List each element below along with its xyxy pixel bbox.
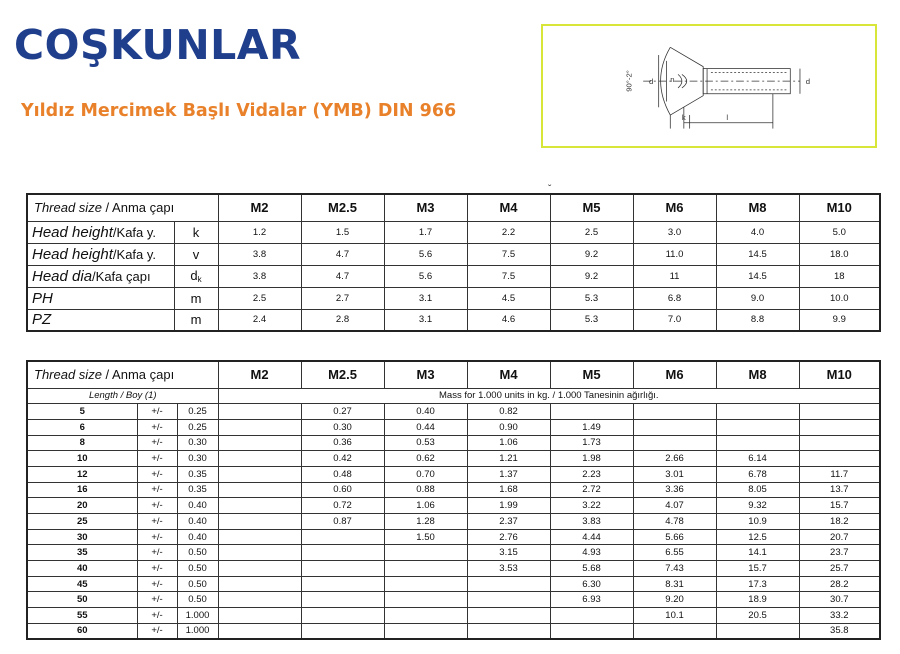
- plus-minus-cell: +/-: [137, 419, 177, 435]
- table-row: [27, 561, 880, 577]
- dk-label: d: [649, 77, 654, 87]
- length-cell: 35: [27, 545, 137, 561]
- plus-minus-cell: +/-: [137, 451, 177, 467]
- d-label: d: [805, 77, 811, 87]
- mass-cell: 2.76: [467, 529, 550, 545]
- caret-mark: ˇ: [548, 184, 552, 195]
- mass-cell: [218, 545, 301, 561]
- size-header: M5: [550, 361, 633, 388]
- mass-cell: 18.2: [799, 514, 880, 530]
- table-cell: 5.3: [550, 287, 633, 309]
- mass-cell: 0.90: [467, 419, 550, 435]
- mass-header: Mass for 1.000 units in kg. / 1.000 Tanesinin ağırlığı.: [218, 388, 880, 404]
- mass-cell: 33.2: [799, 608, 880, 624]
- mass-cell: [301, 545, 384, 561]
- mass-cell: [218, 623, 301, 639]
- table-cell: 4.0: [716, 221, 799, 243]
- mass-cell: [384, 623, 467, 639]
- plus-minus-cell: +/-: [137, 561, 177, 577]
- size-header: M2: [218, 194, 301, 221]
- mass-cell: 1.21: [467, 451, 550, 467]
- mass-cell: 6.30: [550, 576, 633, 592]
- mass-cell: [550, 623, 633, 639]
- mass-cell: [467, 623, 550, 639]
- table-cell: 7.0: [633, 309, 716, 331]
- mass-cell: 0.70: [384, 466, 467, 482]
- table-cell: 18: [799, 265, 880, 287]
- table-cell: 5.6: [384, 265, 467, 287]
- mass-cell: 18.9: [716, 592, 799, 608]
- mass-cell: [716, 623, 799, 639]
- table-cell: 5.0: [799, 221, 880, 243]
- length-cell: 5: [27, 404, 137, 420]
- tolerance-cell: 0.50: [177, 545, 218, 561]
- tolerance-cell: 1.000: [177, 623, 218, 639]
- table-cell: 11: [633, 265, 716, 287]
- mass-cell: 10.9: [716, 514, 799, 530]
- table-row: [27, 419, 880, 435]
- table-row: [27, 514, 880, 530]
- table-row: [27, 265, 880, 287]
- table-cell: 2.4: [218, 309, 301, 331]
- plus-minus-cell: +/-: [137, 404, 177, 420]
- size-header: M8: [716, 194, 799, 221]
- plus-minus-cell: +/-: [137, 529, 177, 545]
- length-cell: 12: [27, 466, 137, 482]
- tolerance-cell: 0.50: [177, 576, 218, 592]
- mass-cell: 0.30: [301, 419, 384, 435]
- length-cell: 30: [27, 529, 137, 545]
- row-symbol: m: [174, 287, 218, 309]
- row-label: Head height/Kafa y.: [27, 221, 174, 243]
- mass-cell: 5.66: [633, 529, 716, 545]
- size-header: M2: [218, 361, 301, 388]
- table-cell: 7.5: [467, 243, 550, 265]
- brand-logo: [14, 20, 301, 70]
- mass-cell: 4.44: [550, 529, 633, 545]
- table-cell: 2.5: [550, 221, 633, 243]
- mass-cell: [218, 404, 301, 420]
- mass-cell: [633, 623, 716, 639]
- mass-cell: [799, 435, 880, 451]
- mass-cell: 4.07: [633, 498, 716, 514]
- table-row: [27, 545, 880, 561]
- mass-cell: 0.88: [384, 482, 467, 498]
- mass-cell: 0.87: [301, 514, 384, 530]
- tolerance-cell: 0.40: [177, 514, 218, 530]
- table-cell: 1.7: [384, 221, 467, 243]
- table-cell: 3.8: [218, 243, 301, 265]
- subheader-row: [27, 388, 880, 404]
- mass-cell: 0.48: [301, 466, 384, 482]
- row-symbol: v: [174, 243, 218, 265]
- mass-cell: [633, 435, 716, 451]
- size-header: M10: [799, 194, 880, 221]
- thread-size-header: Thread size / Anma çapı: [27, 361, 218, 388]
- tolerance-cell: 0.30: [177, 435, 218, 451]
- mass-cell: [218, 466, 301, 482]
- table-cell: 1.5: [301, 221, 384, 243]
- mass-cell: [218, 435, 301, 451]
- mass-cell: 12.5: [716, 529, 799, 545]
- mass-cell: 20.7: [799, 529, 880, 545]
- plus-minus-cell: +/-: [137, 498, 177, 514]
- mass-cell: 2.72: [550, 482, 633, 498]
- plus-minus-cell: +/-: [137, 623, 177, 639]
- tolerance-cell: 0.35: [177, 466, 218, 482]
- plus-minus-cell: +/-: [137, 482, 177, 498]
- table-row: [27, 592, 880, 608]
- table-cell: 11.0: [633, 243, 716, 265]
- size-header: M10: [799, 361, 880, 388]
- table-row: [27, 529, 880, 545]
- mass-cell: 35.8: [799, 623, 880, 639]
- mass-cell: [301, 592, 384, 608]
- table-cell: 3.1: [384, 309, 467, 331]
- length-cell: 16: [27, 482, 137, 498]
- table-cell: 5.3: [550, 309, 633, 331]
- size-header: M2.5: [301, 194, 384, 221]
- tolerance-cell: 0.35: [177, 482, 218, 498]
- tolerance-cell: 0.40: [177, 498, 218, 514]
- table-cell: 3.8: [218, 265, 301, 287]
- row-label: Head height/Kafa y.: [27, 243, 174, 265]
- mass-cell: [218, 482, 301, 498]
- mass-cell: 0.53: [384, 435, 467, 451]
- table-cell: 3.0: [633, 221, 716, 243]
- table-cell: 4.7: [301, 265, 384, 287]
- table-cell: 14.5: [716, 243, 799, 265]
- mass-cell: 28.2: [799, 576, 880, 592]
- size-header: M6: [633, 361, 716, 388]
- mass-cell: 20.5: [716, 608, 799, 624]
- length-cell: 8: [27, 435, 137, 451]
- table-cell: 2.8: [301, 309, 384, 331]
- table-cell: 4.5: [467, 287, 550, 309]
- table-header-row: [27, 194, 880, 221]
- table-row: [27, 466, 880, 482]
- mass-cell: 1.06: [384, 498, 467, 514]
- mass-cell: 14.1: [716, 545, 799, 561]
- table-cell: 9.9: [799, 309, 880, 331]
- size-header: M5: [550, 194, 633, 221]
- k-label: k: [681, 112, 686, 122]
- mass-cell: [218, 498, 301, 514]
- table-row: [27, 482, 880, 498]
- table-cell: 18.0: [799, 243, 880, 265]
- size-header: M8: [716, 361, 799, 388]
- mass-cell: 3.36: [633, 482, 716, 498]
- mass-cell: [384, 545, 467, 561]
- table-cell: 2.7: [301, 287, 384, 309]
- n-label: n: [670, 75, 675, 85]
- screw-technical-drawing: [541, 24, 877, 148]
- plus-minus-cell: +/-: [137, 608, 177, 624]
- mass-cell: [384, 561, 467, 577]
- mass-cell: 6.55: [633, 545, 716, 561]
- plus-minus-cell: +/-: [137, 592, 177, 608]
- table-cell: 9.0: [716, 287, 799, 309]
- mass-cell: 0.36: [301, 435, 384, 451]
- mass-cell: 1.68: [467, 482, 550, 498]
- mass-cell: [799, 419, 880, 435]
- mass-cell: 1.06: [467, 435, 550, 451]
- table-cell: 9.2: [550, 265, 633, 287]
- table-row: [27, 404, 880, 420]
- table-header-row: [27, 361, 880, 388]
- mass-cell: [218, 514, 301, 530]
- page-title: Yıldız Mercimek Başlı Vidalar (YMB) DIN 966: [21, 101, 457, 121]
- length-cell: 10: [27, 451, 137, 467]
- table-row: [27, 309, 880, 331]
- mass-cell: 0.82: [467, 404, 550, 420]
- row-symbol: $d_k$: [174, 265, 218, 287]
- mass-cell: [550, 404, 633, 420]
- mass-cell: [716, 404, 799, 420]
- mass-cell: 1.37: [467, 466, 550, 482]
- mass-cell: [467, 608, 550, 624]
- mass-cell: 3.53: [467, 561, 550, 577]
- size-header: M4: [467, 361, 550, 388]
- mass-cell: [716, 435, 799, 451]
- mass-cell: [301, 608, 384, 624]
- row-label: PH: [27, 287, 174, 309]
- length-cell: 55: [27, 608, 137, 624]
- mass-cell: [218, 561, 301, 577]
- tolerance-cell: 0.25: [177, 404, 218, 420]
- mass-cell: [218, 576, 301, 592]
- mass-cell: 8.05: [716, 482, 799, 498]
- mass-cell: [716, 419, 799, 435]
- table-row: [27, 576, 880, 592]
- mass-cell: 11.7: [799, 466, 880, 482]
- length-cell: 50: [27, 592, 137, 608]
- size-header: M4: [467, 194, 550, 221]
- mass-cell: 13.7: [799, 482, 880, 498]
- mass-cell: 9.32: [716, 498, 799, 514]
- mass-cell: 3.01: [633, 466, 716, 482]
- table-cell: 8.8: [716, 309, 799, 331]
- mass-cell: [218, 419, 301, 435]
- mass-cell: 4.78: [633, 514, 716, 530]
- mass-cell: [384, 608, 467, 624]
- size-header: M3: [384, 194, 467, 221]
- length-cell: 20: [27, 498, 137, 514]
- mass-cell: 5.68: [550, 561, 633, 577]
- mass-cell: 0.44: [384, 419, 467, 435]
- tolerance-cell: 0.40: [177, 529, 218, 545]
- table-row: [27, 451, 880, 467]
- mass-cell: 0.72: [301, 498, 384, 514]
- l-label: l: [726, 112, 729, 122]
- mass-cell: 2.37: [467, 514, 550, 530]
- mass-cell: 6.78: [716, 466, 799, 482]
- table-cell: 5.6: [384, 243, 467, 265]
- tolerance-cell: 0.25: [177, 419, 218, 435]
- mass-cell: 2.23: [550, 466, 633, 482]
- mass-cell: [384, 576, 467, 592]
- length-cell: 60: [27, 623, 137, 639]
- mass-cell: 9.20: [633, 592, 716, 608]
- mass-cell: 1.99: [467, 498, 550, 514]
- screw-diagram: [543, 26, 875, 146]
- mass-cell: [799, 404, 880, 420]
- mass-cell: 2.66: [633, 451, 716, 467]
- mass-cell: 0.42: [301, 451, 384, 467]
- plus-minus-cell: +/-: [137, 514, 177, 530]
- mass-cell: [799, 451, 880, 467]
- mass-cell: [633, 404, 716, 420]
- mass-cell: [218, 592, 301, 608]
- table-cell: 4.6: [467, 309, 550, 331]
- mass-cell: 3.22: [550, 498, 633, 514]
- size-header: M3: [384, 361, 467, 388]
- mass-cell: [218, 451, 301, 467]
- table-row: [27, 498, 880, 514]
- mass-cell: [384, 592, 467, 608]
- mass-cell: 0.27: [301, 404, 384, 420]
- brand-name: COŞKUNLAR: [14, 20, 302, 69]
- row-symbol: m: [174, 309, 218, 331]
- table-row: [27, 435, 880, 451]
- length-header: Length / Boy (1): [27, 388, 218, 404]
- mass-cell: 10.1: [633, 608, 716, 624]
- plus-minus-cell: +/-: [137, 466, 177, 482]
- mass-cell: 7.43: [633, 561, 716, 577]
- table-cell: 10.0: [799, 287, 880, 309]
- mass-cell: 0.60: [301, 482, 384, 498]
- mass-cell: [633, 419, 716, 435]
- table-row: [27, 287, 880, 309]
- mass-cell: 8.31: [633, 576, 716, 592]
- mass-cell: 30.7: [799, 592, 880, 608]
- tolerance-cell: 0.30: [177, 451, 218, 467]
- table-cell: 6.8: [633, 287, 716, 309]
- mass-cell: 15.7: [799, 498, 880, 514]
- mass-cell: 25.7: [799, 561, 880, 577]
- mass-table: [26, 360, 881, 640]
- table-cell: 9.2: [550, 243, 633, 265]
- plus-minus-cell: +/-: [137, 545, 177, 561]
- mass-cell: 1.28: [384, 514, 467, 530]
- mass-cell: [467, 576, 550, 592]
- table-cell: 14.5: [716, 265, 799, 287]
- mass-cell: [301, 561, 384, 577]
- mass-cell: [301, 576, 384, 592]
- length-cell: 40: [27, 561, 137, 577]
- length-cell: 25: [27, 514, 137, 530]
- size-header: M6: [633, 194, 716, 221]
- mass-cell: [301, 529, 384, 545]
- mass-cell: [218, 608, 301, 624]
- mass-cell: 15.7: [716, 561, 799, 577]
- plus-minus-cell: +/-: [137, 435, 177, 451]
- table-cell: 4.7: [301, 243, 384, 265]
- tolerance-cell: 0.50: [177, 592, 218, 608]
- mass-cell: [550, 608, 633, 624]
- mass-cell: 1.50: [384, 529, 467, 545]
- table-cell: 3.1: [384, 287, 467, 309]
- table-cell: 7.5: [467, 265, 550, 287]
- mass-cell: 6.93: [550, 592, 633, 608]
- row-label: PZ: [27, 309, 174, 331]
- length-cell: 6: [27, 419, 137, 435]
- mass-cell: [467, 592, 550, 608]
- mass-cell: 23.7: [799, 545, 880, 561]
- mass-cell: 0.62: [384, 451, 467, 467]
- length-cell: 45: [27, 576, 137, 592]
- dimensions-table: [26, 193, 881, 332]
- mass-cell: 3.15: [467, 545, 550, 561]
- thread-size-header: Thread size / Anma çapı: [27, 194, 218, 221]
- mass-cell: 0.40: [384, 404, 467, 420]
- mass-cell: 17.3: [716, 576, 799, 592]
- table-cell: 2.2: [467, 221, 550, 243]
- plus-minus-cell: +/-: [137, 576, 177, 592]
- angle-label: 90°-2°: [624, 70, 634, 92]
- table-row: [27, 623, 880, 639]
- table-cell: 1.2: [218, 221, 301, 243]
- size-header: M2.5: [301, 361, 384, 388]
- table-row: [27, 243, 880, 265]
- row-symbol: k: [174, 221, 218, 243]
- mass-cell: 4.93: [550, 545, 633, 561]
- table-row: [27, 221, 880, 243]
- mass-cell: 3.83: [550, 514, 633, 530]
- table-cell: 2.5: [218, 287, 301, 309]
- mass-cell: 6.14: [716, 451, 799, 467]
- mass-cell: 1.73: [550, 435, 633, 451]
- tolerance-cell: 0.50: [177, 561, 218, 577]
- mass-cell: [301, 623, 384, 639]
- table-row: [27, 608, 880, 624]
- mass-cell: [218, 529, 301, 545]
- row-label: Head dia/Kafa çapı: [27, 265, 174, 287]
- mass-cell: 1.49: [550, 419, 633, 435]
- mass-cell: 1.98: [550, 451, 633, 467]
- tolerance-cell: 1.000: [177, 608, 218, 624]
